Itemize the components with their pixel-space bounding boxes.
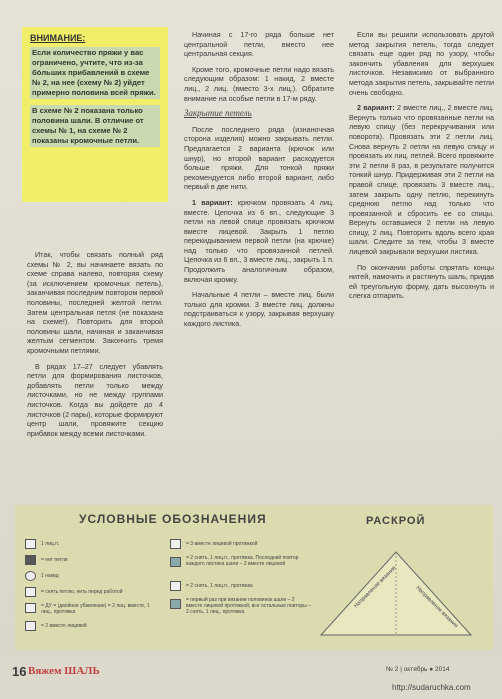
first-time-symbol [170, 599, 181, 609]
column-3 [349, 30, 494, 307]
legend-item: 1 накид [41, 573, 59, 579]
legend-item: = снять петлю, нить перед работой [41, 589, 123, 595]
column-2 [184, 30, 334, 335]
paragraph: В рядах 17–27 следует убавлять петли для формирования листочков, добавлять петли только между листочками, но не между группами листочков. Когда вы дойдете до 4 листочков (2 пары), которые формируют центр шали, провяжите секцию прибавок между всеми листочками. [27, 361, 163, 438]
k2tog-symbol [25, 621, 36, 631]
legend-item: = 3 вместе лицевой протяжкой [186, 541, 258, 547]
direction-label-left: Направление вязания [353, 565, 398, 610]
paragraph: Если вы решили использовать другой метод закрытия петель, тогда следует связать еще один ряд по узору, чтобы закончить убавления для верхушек листочков. Независимо от выбранного метода закрытия петель, закрывайте петли очень свободно. [349, 30, 494, 97]
legend-item: = 2 снять, 1 лиц.п., протяжка. Последний повтор каждого листика шали – 2 вместе лицевой [186, 555, 299, 567]
column-1 [27, 250, 163, 444]
attention-note [22, 27, 168, 202]
yarn-over-symbol [25, 571, 36, 581]
paragraph: По окончании работы спрятать концы нитей, намочить и растянуть шаль, придав ей треугольную форму, дать высохнуть и слегка отпарить. [349, 262, 494, 301]
legend-item: = первый раз при вязании половинок шали – 2 вместе лицевой протяжкой, все остальные повторы – 2 снять, 1 лиц., протяжка [186, 597, 311, 615]
direction-label-right: Направление вязания [414, 585, 459, 630]
variant-1-text: крючком провязать 4 лиц. вместе. Цепочка из 6 вп., следующие 3 петли на левой спице провязать крючком вместе лицевой. Закрыть 1 петлю перекидыванием первой петли (на крючке) над только что провязанной петлей. Цепочка из 6 вп., 3 вместе лиц., закрыть 1 п. Продолжить аналогичным образом, включая кромку. [184, 197, 334, 284]
section-heading-bind-off: Закрытие петель [184, 108, 252, 119]
page-number: 16 [12, 664, 27, 679]
legend-title: УСЛОВНЫЕ ОБОЗНАЧЕНИЯ [79, 512, 267, 526]
legend-item: = ДУ = (двойное убавление) = 2 лиц. вместе, 1 лиц., протяжка [41, 603, 150, 615]
legend-item: = нет петли [41, 557, 68, 563]
variant-2-label: 2 вариант: [357, 103, 395, 113]
variant-1-label: 1 вариант: [192, 197, 233, 207]
variant-2-text: 2 вместе лиц., 2 вместе лиц. Вернуть только что провязанные петли на левую спицу (без перекручивания или поворота). Провязать эти 2 петли лиц. Снова вернуть 2 петли на левую спицу и провязать их лиц. петлей. Всего провяжите эти 2 петли 8 раз, в результате получится тонкий шнур. Придерживая эти 2 петли на правой спице, провязать 3 вместе лиц., затем закрыть одну петлю, перекинуть среднюю петлю над только что провязанной и сбросить ее со спицы. Вернуть оставшиеся 2 петли на левую спицу, 2 лиц. Повторить вдоль всего края шали. Следите за тем, чтобы 3 вместе лицевой закрывали верхушки листика. [349, 103, 494, 257]
k3tog-tbl-symbol [170, 539, 181, 549]
paragraph: Начиная с 17-го ряда больше нет центральной петли, вместо нее центральная секция. [184, 30, 334, 59]
paragraph: Кроме того, кромочные петли надо вязать следующим образом: 1 накид, 2 вместе лиц., 2 лиц. (вместо 3-х лиц.). Обратите внимание на особые петли в 17-м ряду. [184, 64, 334, 103]
ssk-symbol [170, 581, 181, 591]
note-highlight-half: В схеме № 2 показана только половина шали. В отличие от схемы № 1, на схеме № 2 показаны кромочные петли. [30, 105, 160, 147]
knit-symbol [25, 539, 36, 549]
footer-bar [0, 655, 502, 699]
paragraph: После последнего ряда (изнаночная сторона изделия) можно закрывать петли. Предлагается 2 варианта (крючок или шнур), но второй вариант расходуется больше пряжи. Для тонкой пряжи рекомендуется либо второй вариант, либо первый в две нити. [184, 124, 334, 192]
legend-item: = 2 вместе лицевой [41, 623, 87, 629]
cut-diagram [316, 540, 476, 640]
legend-item: 1 лиц.п. [41, 541, 60, 547]
ssk-last-repeat-symbol [170, 557, 181, 567]
note-highlight-yarn: Если количество пряжи у вас ограничено, учтите, что из-за бо́льших прибавлений в схеме № 2, на нее (схему № 2) уйдет примерно половина всей пряжи. [30, 47, 160, 99]
variant-1-paragraph [184, 198, 334, 284]
variant-2-paragraph [349, 103, 494, 257]
magazine-brand: Вяжем ШАЛЬ [28, 665, 100, 677]
double-decrease-symbol [25, 603, 36, 613]
paragraph: Начальные 4 петли – вместе лиц. были только для кромки. 3 вместе лиц. должны подстраиваться к узору, закрывая верхушку каждого листика. [184, 290, 334, 329]
cut-diagram-title: РАСКРОЙ [366, 515, 426, 527]
no-stitch-symbol [25, 555, 36, 565]
paragraph: Итак, чтобы связать полный ряд схемы № 2, вы начинаете вязать по схеме справа налево, повторяя схему (за исключением кромочных петель), заканчивая последним повтором первой половины, последней желтой петли. Затем центральная петля (не показана на схеме!). Повторить для второй половины шали, начиная и заканчивая желтым сегментом. Закончить тремя кромочными петлями. [27, 250, 163, 355]
watermark-url: http://sudaruchka.com [392, 683, 471, 692]
note-title: ВНИМАНИЕ: [30, 33, 86, 43]
slip-symbol [25, 587, 36, 597]
issue-info: № 2 | октябрь ● 2014 [386, 666, 450, 673]
legend-item: = 2 снять, 1 лиц.п., протяжка [186, 583, 253, 589]
